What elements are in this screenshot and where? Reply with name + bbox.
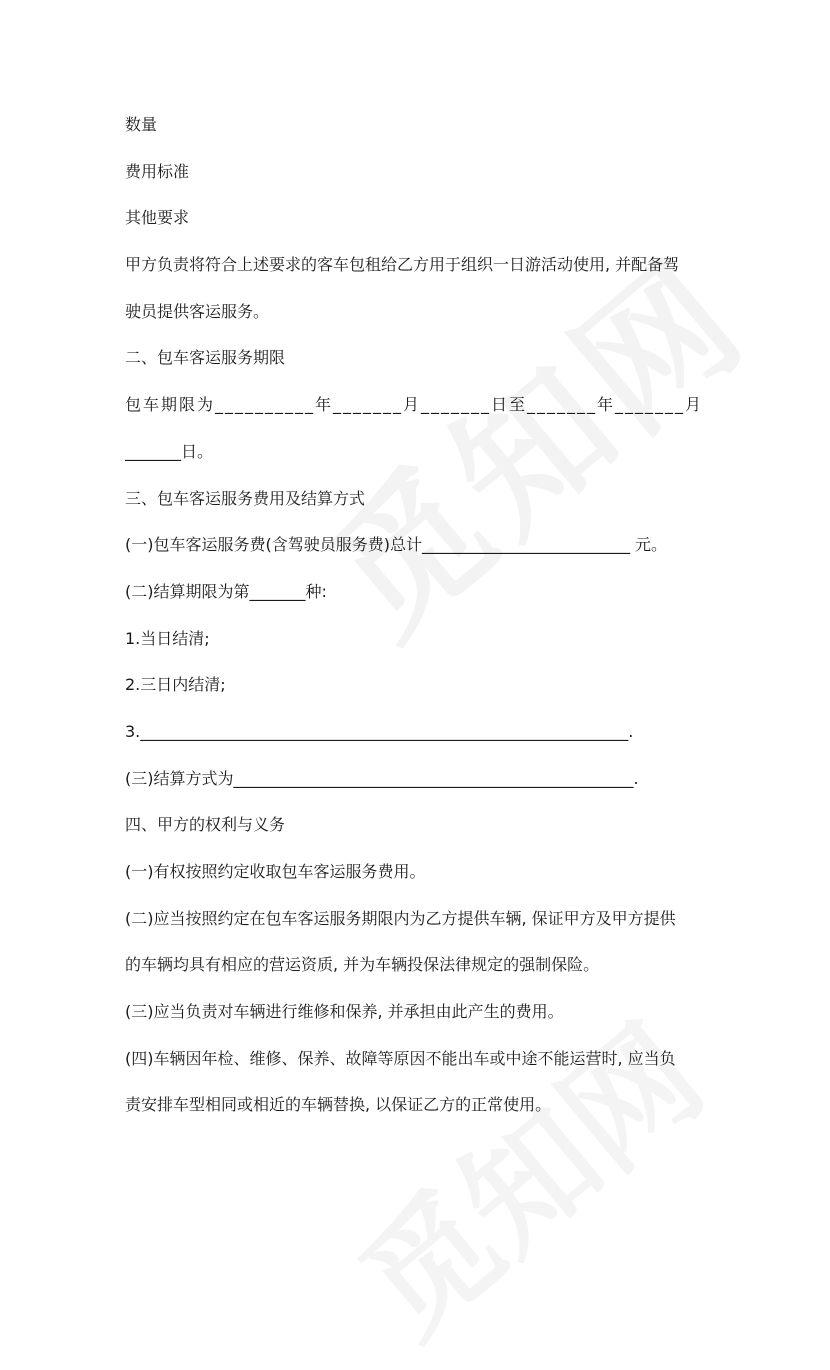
paragraph-line: (二)结算期限为第_______种:: [125, 581, 327, 601]
paragraph-line: 费用标准: [125, 161, 190, 181]
paragraph-line: 的车辆均具有相应的营运资质, 并为车辆投保法律规定的强制保险。: [125, 955, 600, 975]
paragraph-line: (一)有权按照约定收取包车客运服务费用。: [125, 862, 426, 881]
paragraph-line: 3._____________________________________________________________.: [125, 721, 634, 741]
paragraph-line: 数量: [125, 115, 158, 134]
section-heading: 三、包车客运服务费用及结算方式: [125, 488, 366, 508]
paragraph-line: 驶员提供客运服务。: [125, 301, 270, 321]
section-heading: 二、包车客运服务期限: [125, 348, 286, 368]
paragraph-line: _______日。: [125, 441, 214, 461]
paragraph-line: (一)包车客运服务费(含驾驶员服务费)总计__________________________ 元。: [125, 535, 668, 555]
paragraph-line: 责安排车型相同或相近的车辆替换, 以保证乙方的正常使用。: [125, 1095, 552, 1115]
paragraph-line: 其他要求: [125, 208, 190, 228]
paragraph-line: 甲方负责将符合上述要求的客车包租给乙方用于组织一日游活动使用, 并配备驾: [125, 255, 680, 275]
paragraph-line: (二)应当按照约定在包车客运服务期限内为乙方提供车辆, 保证甲方及甲方提供: [125, 908, 676, 928]
document-body: [125, 112, 710, 1139]
paragraph-line: (三)结算方式为__________________________________________________.: [125, 768, 639, 788]
paragraph-line: 包车期限为__________年_______月_______日至_______年_______月: [125, 395, 704, 415]
paragraph-line: (三)应当负责对车辆进行维修和保养, 并承担由此产生的费用。: [125, 1002, 564, 1022]
paragraph-line: 1.当日结清;: [125, 628, 210, 648]
section-heading: 四、甲方的权利与义务: [125, 815, 286, 835]
paragraph-line: (四)车辆因年检、维修、保养、故障等原因不能出车或中途不能运营时, 应当负: [125, 1048, 676, 1068]
paragraph-line: 2.三日内结清;: [125, 675, 226, 695]
